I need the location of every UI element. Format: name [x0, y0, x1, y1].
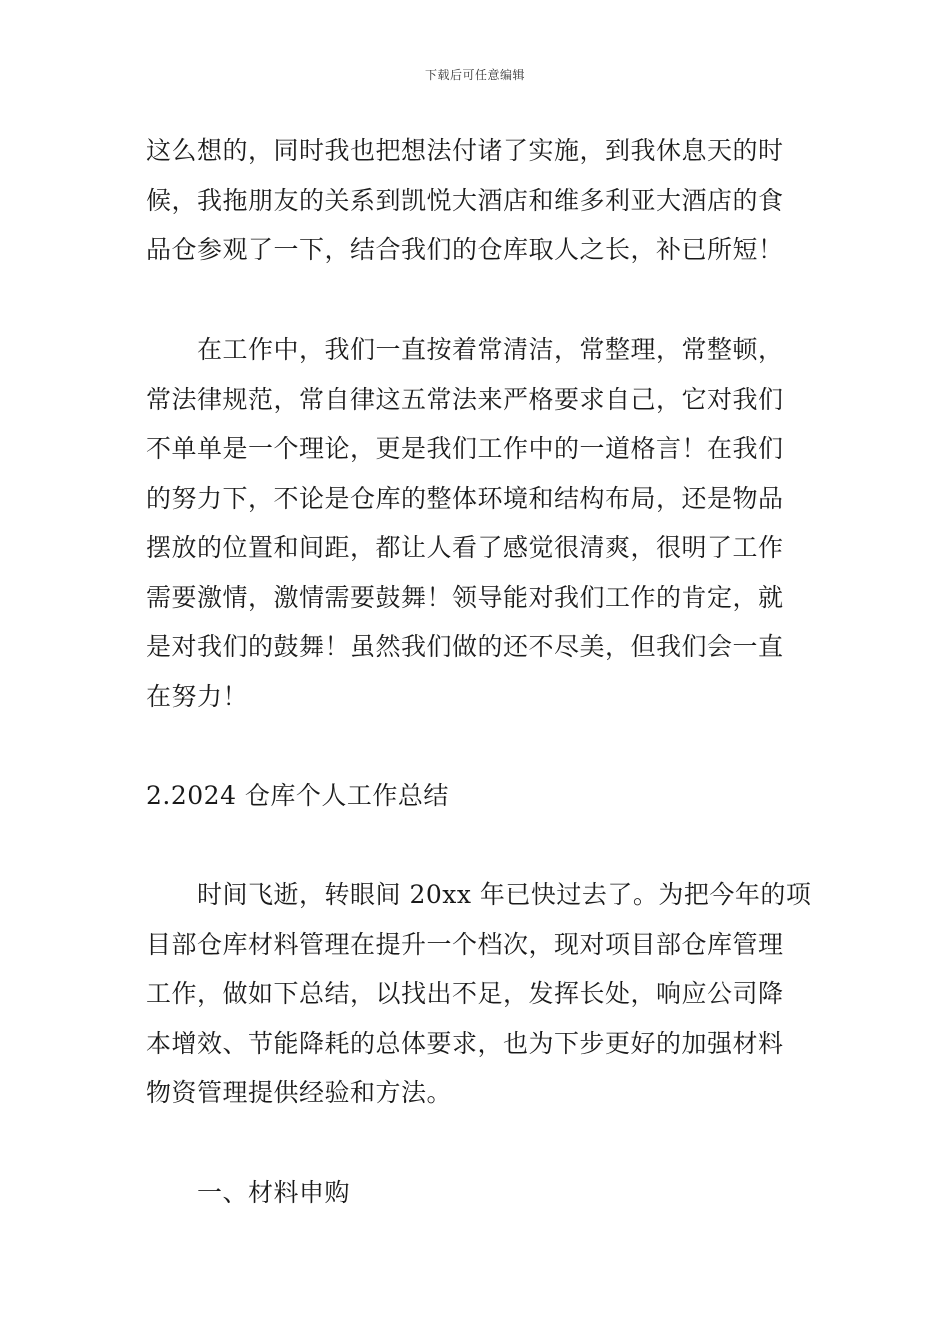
subsection-heading [146, 1168, 810, 1218]
paragraph-line: 需要激情，激情需要鼓舞！领导能对我们工作的肯定，就 [146, 582, 784, 612]
paragraph-3 [146, 870, 810, 1118]
paragraph-line: 工作，做如下总结，以找出不足，发挥长处，响应公司降 [146, 979, 784, 1008]
paragraph-line: 在努力！ [146, 681, 249, 711]
paragraph-line: 在工作中，我们一直按着常清洁，常整理，常整顿， [197, 335, 784, 364]
paragraph-line: 这么想的，同时我也把想法付诸了实施，到我休息天的时 [146, 136, 784, 165]
paragraph-line: 候，我拖朋友的关系到凯悦大酒店和维多利亚大酒店的食 [146, 185, 784, 215]
paragraph-line: 是对我们的鼓舞！虽然我们做的还不尽美，但我们会一直 [146, 632, 784, 661]
paragraph-2 [146, 325, 810, 721]
section-heading-text: 2.2024 仓库个人工作总结 [146, 781, 449, 810]
section-heading [146, 771, 810, 821]
paragraph-line: 本增效、节能降耗的总体要求，也为下步更好的加强材料 [146, 1028, 784, 1058]
paragraph-line: 摆放的位置和间距，都让人看了感觉很清爽，很明了工作 [146, 533, 784, 562]
subsection-heading-text: 一、材料申购 [197, 1178, 351, 1207]
paragraph-line: 不单单是一个理论，更是我们工作中的一道格言！在我们 [146, 434, 784, 463]
paragraph-line: 品仓参观了一下，结合我们的仓库取人之长，补已所短！ [146, 235, 784, 264]
paragraph-line: 时间飞逝，转眼间 20xx 年已快过去了。为把今年的项 [197, 880, 812, 909]
header-note: 下载后可任意编辑 [424, 68, 525, 82]
paragraph-line: 的努力下，不论是仓库的整体环境和结构布局，还是物品 [146, 483, 784, 513]
paragraph-line: 物资管理提供经验和方法。 [146, 1078, 453, 1107]
paragraph-1 [146, 126, 810, 275]
paragraph-line: 常法律规范，常自律这五常法来严格要求自己，它对我们 [146, 384, 784, 414]
paragraph-line: 目部仓库材料管理在提升一个档次，现对项目部仓库管理 [146, 929, 784, 959]
